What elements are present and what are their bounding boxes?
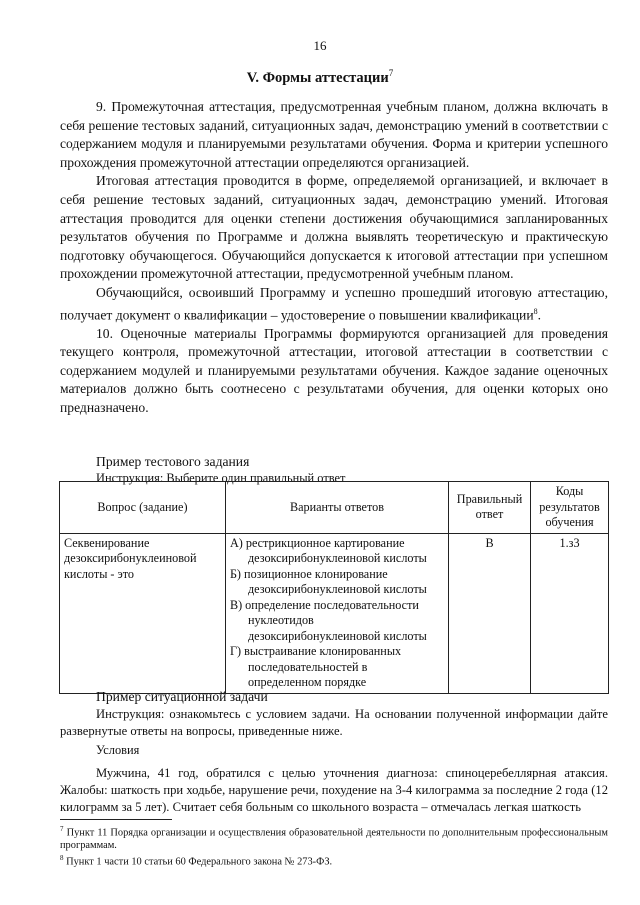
- conditions-block: [60, 765, 608, 816]
- test-example-heading: Пример тестового задания: [96, 454, 250, 469]
- paragraph-9: 9. Промежуточная аттестация, предусмотренная учебным планом, должна включать в себя решение тестовых заданий, ситуационных задач, демонстрацию умений в соответствии с содержанием модуля и планируемыми результатами обучения. Форма и критерии успешного прохождения промежуточной аттестации определяются организацией.: [60, 99, 608, 170]
- footnote-number: 7: [60, 825, 64, 833]
- situational-instruction: Инструкция: ознакомьтесь с условием задачи. На основании полученной информации дайте развернутые ответы на вопросы, приведенные ниже.: [60, 707, 608, 738]
- option-a: А) рестрикционное картирование дезоксирибонуклеиновой кислоты: [229, 535, 427, 565]
- footnote-ref: 8: [533, 306, 538, 316]
- section-title-text: V. Формы аттестации: [246, 69, 389, 86]
- header-question: Вопрос (задание): [60, 482, 226, 534]
- certificate-text: Обучающийся, освоивший Программу и успешно прошедший итоговую аттестацию, получает документ о квалификации – удостоверение о повышении квалификации: [60, 284, 608, 323]
- paragraph-10: 10. Оценочные материалы Программы формируются организацией для проведения текущего контроля, промежуточной аттестации, итоговой аттестации в соответствии с содержанием модулей и планируемыми результатами обучения. Каждое задание оценочных материалов должно быть соотнесено с результатами обучения, для оценки которых оно предназначено.: [60, 325, 608, 416]
- option-b: Б) позиционное клонирование дезоксирибонуклеиновой кислоты: [229, 566, 427, 596]
- main-text: [60, 98, 608, 418]
- option-d: Г) выстраивание клонированных последовательностей в определенном порядке: [229, 644, 402, 689]
- question-cell: Секвенирование дезоксирибонуклеиновой кислоты - это: [60, 533, 226, 693]
- footnote-text: Пункт 1 части 10 статьи 60 Федерального закона № 273-ФЗ.: [66, 856, 333, 868]
- header-codes: Коды результатов обучения: [531, 482, 609, 534]
- test-instruction: Инструкция: Выберите один правильный ответ: [96, 471, 346, 485]
- option-c: В) определение последовательности нуклеотидов дезоксирибонуклеиновой кислоты: [229, 597, 427, 643]
- paragraph-certificate: Обучающийся, освоивший Программу и успешно прошедший итоговую аттестацию, получает документ о квалификации – удостоверение о повышении квалификации$^8$.: [60, 284, 608, 323]
- conditions-text: Мужчина, 41 год, обратился с целью уточнения диагноза: спиноцеребеллярная атаксия. Жалобы: шаткость при ходьбе, нарушение речи, похудение на 3-4 килограмма за последние 2 года (12 килограмм за 5 лет). Считает себя больным со школьного возраста – отмечалась легкая шаткость: [60, 766, 608, 814]
- footnote-ref: 7: [388, 68, 394, 78]
- conditions-label: Условия: [96, 743, 140, 757]
- header-options: Варианты ответов: [225, 482, 448, 534]
- options-cell: [225, 533, 448, 693]
- situational-instruction-block: [60, 706, 608, 740]
- table-header-row: [60, 482, 609, 534]
- codes-cell: 1.з3: [531, 533, 609, 693]
- section-title: [0, 68, 640, 87]
- correct-answer-cell: В: [448, 533, 530, 693]
- header-correct: Правильный ответ: [448, 482, 530, 534]
- table-row: [60, 533, 609, 693]
- footnote-8: [60, 852, 608, 868]
- footnote-7: [60, 823, 608, 852]
- situational-heading: Пример ситуационной задачи: [96, 689, 268, 704]
- footnotes: [60, 823, 608, 869]
- paragraph-final-attestation: Итоговая аттестация проводится в форме, определяемой организацией, и включает в себя решение тестовых заданий, ситуационных задач, демонстрацию умений. Итоговая аттестация проводится для оценки степени достижения обучающимися запланированных результатов обучения по Программе и должна выявлять теоретическую и практическую подготовку обучающегося. Обучающийся допускается к итоговой аттестации при успешном прохождении промежуточной аттестации, предусмотренной учебным планом.: [60, 173, 608, 282]
- page-number: 16: [313, 38, 327, 53]
- test-table: [59, 481, 609, 694]
- footnote-text: Пункт 11 Порядка организации и осуществления образовательной деятельности по дополнительным профессиональным программам.: [60, 827, 608, 852]
- footnote-number: 8: [60, 854, 64, 863]
- footnote-separator: [60, 819, 172, 820]
